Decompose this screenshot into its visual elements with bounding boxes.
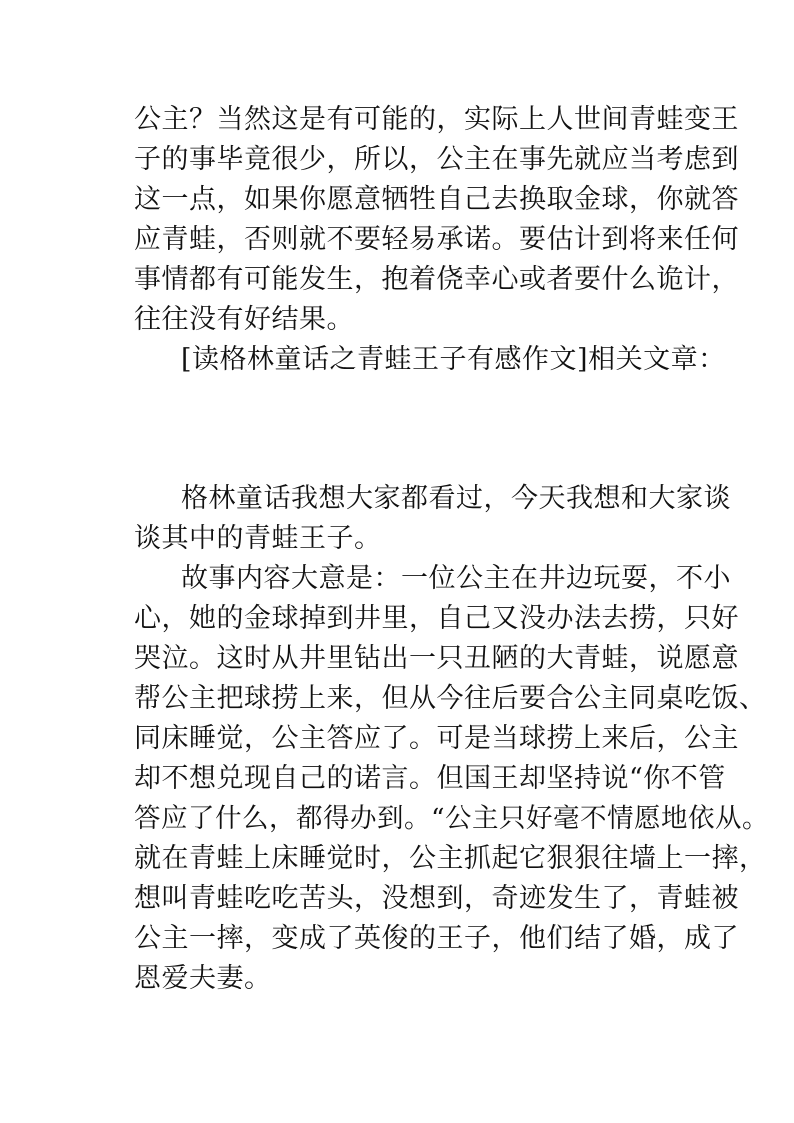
paragraph-line: 哭泣。这时从井里钻出一只丑陋的大青蛙，说愿意 <box>134 643 739 674</box>
paragraph-line: 却不想兑现自己的诺言。但国王却坚持说“你不管 <box>134 763 726 794</box>
paragraph-line: 应青蛙，否则就不要轻易承诺。要估计到将来任何 <box>134 224 739 255</box>
paragraph-line: 往往没有好结果。 <box>134 304 354 335</box>
paragraph-line: 子的事毕竟很少，所以，公主在事先就应当考虑到 <box>134 144 739 175</box>
paragraph-line: 帮公主把球捞上来，但从今往后要合公主同桌吃饭、 <box>134 683 767 714</box>
paragraph-line: 想叫青蛙吃吃苦头，没想到，奇迹发生了，青蛙被 <box>134 883 739 914</box>
paragraph-line: 公主？当然这是有可能的，实际上人世间青蛙变王 <box>134 104 739 135</box>
paragraph-line: 故事内容大意是：一位公主在井边玩耍，不小 <box>181 563 731 594</box>
paragraph-line: 答应了什么，都得办到。“公主只好毫不情愿地依从。 <box>134 803 770 834</box>
paragraph-line: 同床睡觉，公主答应了。可是当球捞上来后，公主 <box>134 723 739 754</box>
paragraph-line: 就在青蛙上床睡觉时，公主抓起它狠狠往墙上一摔， <box>134 843 767 874</box>
paragraph-line: 心，她的金球掉到井里，自己又没办法去捞，只好 <box>134 603 739 634</box>
paragraph-line: 这一点，如果你愿意牺牲自己去换取金球，你就答 <box>134 184 739 215</box>
paragraph-line: 格林童话我想大家都看过，今天我想和大家谈 <box>181 483 731 514</box>
related-articles-heading: [读格林童话之青蛙王子有感作文]相关文章： <box>181 344 726 375</box>
paragraph-line: 公主一摔，变成了英俊的王子，他们结了婚，成了 <box>134 923 739 954</box>
paragraph-line: 恩爱夫妻。 <box>134 963 272 994</box>
paragraph-line: 事情都有可能发生，抱着侥幸心或者要什么诡计， <box>134 264 739 295</box>
paragraph-line: 谈其中的青蛙王子。 <box>134 523 382 554</box>
